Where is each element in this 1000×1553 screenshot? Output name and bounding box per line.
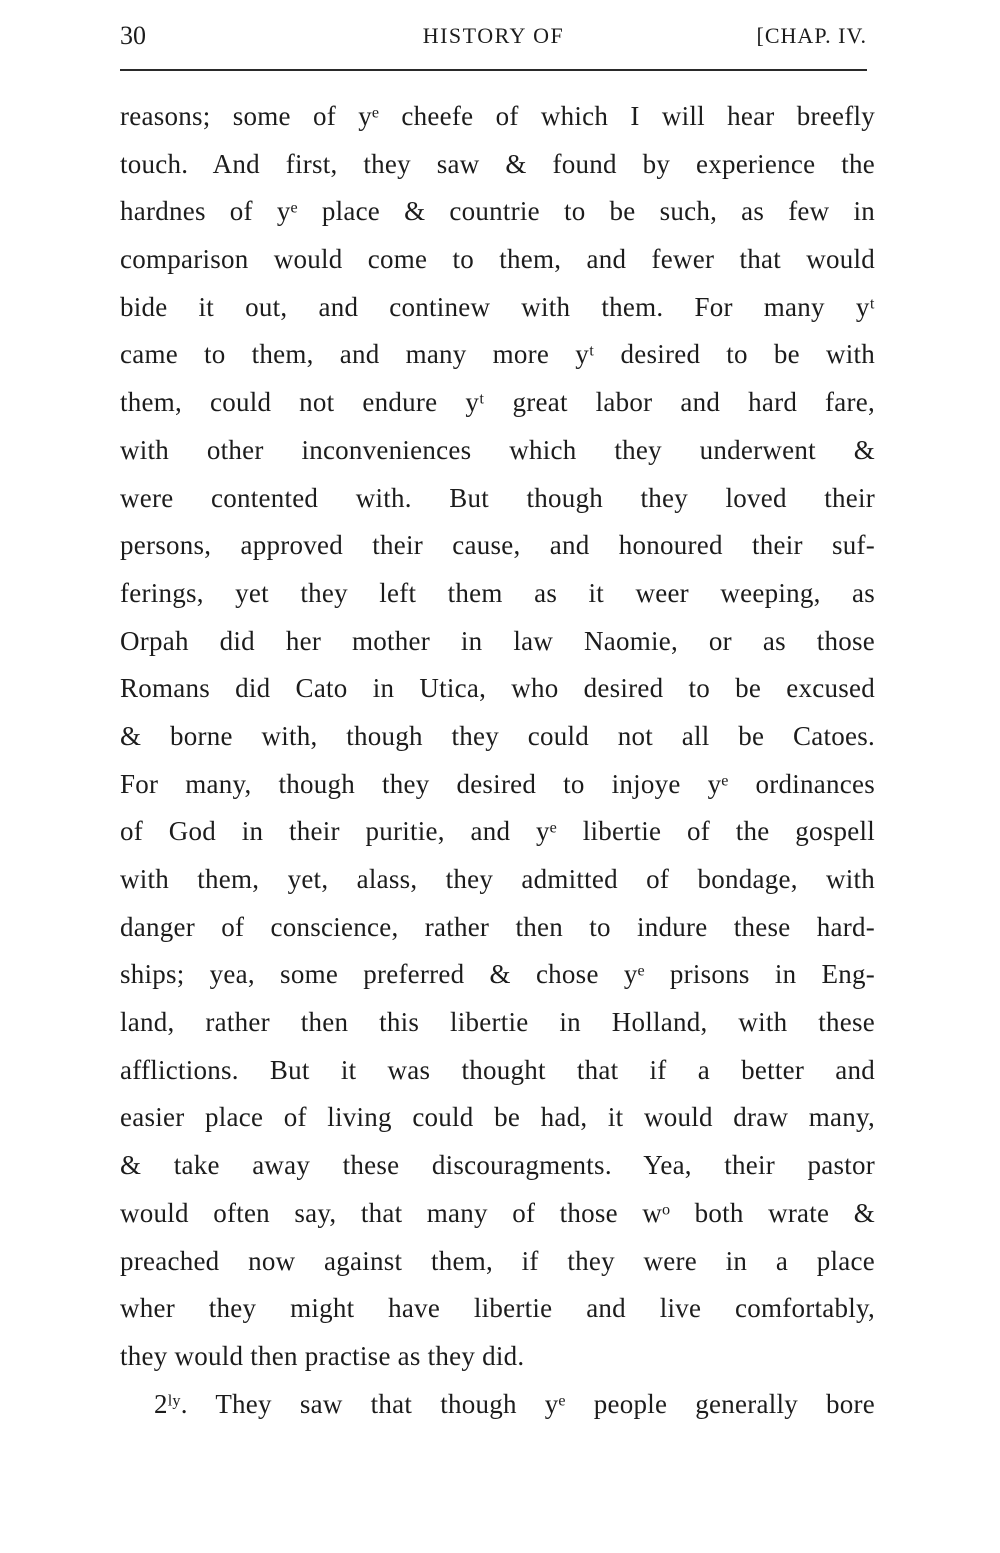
text-line-paragraph-end: they would then practise as they did. — [120, 1340, 525, 1371]
text-line: & borne with, though they could not all be Catoes. — [120, 720, 875, 751]
page-number: 30 — [120, 21, 146, 50]
text-line: wher they might have libertie and live comfortably, — [120, 1293, 875, 1324]
text-line: bide it out, and continew with them. For many yᵗ — [120, 291, 875, 322]
text-line: with them, yet, alass, they admitted of bondage, with — [120, 864, 875, 894]
text-line: Orpah did her mother in law Naomie, or as those — [120, 625, 875, 656]
text-line: afflictions. But it was thought that if a better and — [120, 1054, 875, 1085]
chapter-label: [CHAP. IV. — [756, 23, 867, 48]
text-line: touch. And first, they saw & found by experience the — [120, 148, 875, 179]
text-line: ferings, yet they left them as it weer weeping, as — [120, 577, 875, 608]
text-line: ships; yea, some preferred & chose yᵉ prisons in Eng- — [120, 959, 875, 990]
text-line: Romans did Cato in Utica, who desired to be excused — [120, 673, 875, 704]
text-line: of God in their puritie, and yᵉ libertie of the gospell — [120, 816, 875, 847]
text-line: easier place of living could be had, it would draw many, — [120, 1102, 875, 1133]
text-line: For many, though they desired to injoye yᵉ ordinances — [120, 768, 875, 799]
text-line: land, rather then this libertie in Holland, with these — [120, 1007, 875, 1038]
text-line: & take away these discouragments. Yea, their pastor — [120, 1150, 875, 1181]
text-line: hardnes of yᵉ place & countrie to be such, as few in — [120, 196, 875, 227]
text-line-paragraph-start: 2ˡʸ. They saw that though yᵉ people generally bore — [154, 1388, 875, 1419]
text-line: came to them, and many more yᵗ desired to be with — [120, 339, 875, 370]
text-line: were contented with. But though they loved their — [120, 482, 875, 513]
running-head — [120, 18, 867, 54]
text-line: with other inconveniences which they underwent & — [120, 434, 875, 465]
text-line: reasons; some of yᵉ cheefe of which I will hear breefly — [120, 101, 875, 131]
header-rule — [120, 69, 867, 71]
text-line: them, could not endure yᵗ great labor and hard fare, — [120, 387, 875, 418]
text-line: would often say, that many of those wᵒ both wrate & — [120, 1197, 875, 1228]
text-line: danger of conscience, rather then to indure these hard- — [120, 911, 875, 942]
body-text — [120, 93, 875, 1428]
text-line: persons, approved their cause, and honoured their suf- — [120, 530, 875, 561]
text-line: comparison would come to them, and fewer that would — [120, 244, 875, 275]
text-line: preached now against them, if they were in a place — [120, 1245, 875, 1276]
running-title: HISTORY OF — [422, 23, 565, 48]
